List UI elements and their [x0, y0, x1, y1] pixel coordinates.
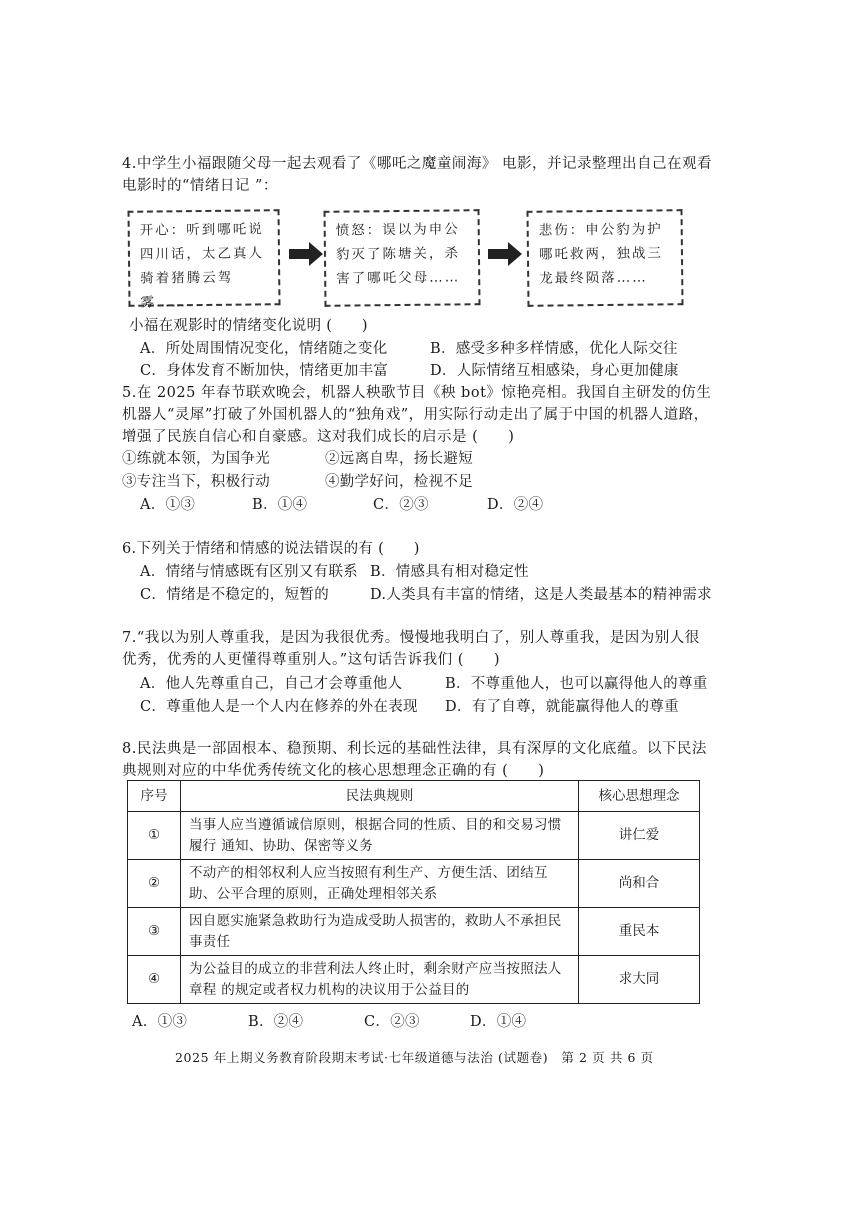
q4-option-b: B．感受多种多样情感，优化人际交往	[430, 341, 678, 357]
q7-stem: 7.“我以为别人尊重我，是因为我很优秀。慢慢地我明白了，别人尊重我，是因为别人很优秀，优秀的人更懂得尊重别人。”这句话告诉我们 ( )	[122, 630, 700, 668]
row-rule: 当事人应当遵循诚信原则，根据合同的性质、目的和交易习惯履行 通知、协助、保密等义务	[181, 812, 579, 860]
q8-option-d: D．①④	[470, 1014, 527, 1030]
row-rule: 因自愿实施紧急救助行为造成受助人损害的，救助人不承担民事责任	[181, 908, 579, 956]
row-number: ④	[128, 956, 181, 1004]
q5-item-4: ④勤学好问，检视不足	[325, 474, 473, 490]
q4-option-d: D．人际情绪互相感染，身心更加健康	[430, 363, 679, 379]
page-footer: 2025 年上期义务教育阶段期末考试·七年级道德与法治 (试题卷) 第 2 页 共 6 页	[175, 1050, 654, 1065]
q5-item-3: ③专注当下，积极行动	[122, 474, 270, 490]
q7-option-c: C．尊重他人是一个人内在修养的外在表现	[140, 699, 418, 715]
q7-option-b: B．不尊重他人，也可以赢得他人的尊重	[445, 676, 708, 692]
table-row	[128, 812, 700, 860]
q6-option-b: B．情感具有相对稳定性	[370, 564, 529, 580]
table-row	[128, 956, 700, 1004]
row-core-idea: 尚和合	[579, 860, 700, 908]
arrow-right-icon	[488, 242, 522, 266]
q5-option-d: D．②④	[487, 497, 544, 513]
angry-emotion-box: 愤怒：误以为申公豹灭了陈塘关，杀害了哪吒父母……	[324, 209, 481, 307]
q4-option-a: A．所处周围情况变化，情绪随之变化	[140, 341, 388, 357]
q5-option-a: A．①③	[140, 497, 196, 513]
q6-option-c: C．情绪是不稳定的，短暂的	[140, 587, 329, 603]
q6-stem: 6.下列关于情绪和情感的说法错误的有 ( )	[122, 541, 420, 557]
q6-option-a: A．情绪与情感既有区别又有联系	[140, 564, 358, 580]
row-number: ③	[128, 908, 181, 956]
q4-question: 小福在观影时的情绪变化说明 ( )	[129, 318, 368, 334]
q8-option-c: C．②③	[364, 1014, 420, 1030]
q5-option-c: C．②③	[373, 497, 429, 513]
q8-option-a: A．①③	[132, 1014, 188, 1030]
row-core-idea: 讲仁爱	[579, 812, 700, 860]
row-core-idea: 重民本	[579, 908, 700, 956]
q4-option-c: C．身体发育不断加快，情绪更加丰富	[140, 363, 389, 379]
sad-emotion-box: 悲伤：申公豹为护哪吒救两，独战三龙最终陨落……	[527, 209, 684, 307]
q7-option-d: D．有了自尊，就能赢得他人的尊重	[445, 699, 679, 715]
happy-emotion-box: 开心：听到哪吒说四川话，太乙真人骑着猪腾云驾雾……	[128, 209, 281, 307]
q4-stem: 4.中学生小福跟随父母一起去观看了《哪吒之魔童闹海》 电影，并记录整理出自己在观看电影时的“情绪日记 ”：	[122, 156, 712, 194]
table-header-row	[128, 781, 700, 812]
header-core-idea: 核心思想理念	[579, 781, 700, 812]
row-rule: 为公益目的成立的非营利法人终止时，剩余财产应当按照法人章程 的规定或者权力机构的决议用于公益目的	[181, 956, 579, 1004]
q6-option-d: D.人类具有丰富的情绪，这是人类最基本的精神需求	[370, 587, 712, 603]
civil-code-table	[127, 780, 700, 1004]
header-rule: 民法典规则	[181, 781, 579, 812]
row-number: ①	[128, 812, 181, 860]
row-rule: 不动产的相邻权利人应当按照有利生产、方便生活、团结互助、公平合理的原则，正确处理相邻关系	[181, 860, 579, 908]
header-number: 序号	[128, 781, 181, 812]
table-row	[128, 860, 700, 908]
table-row	[128, 908, 700, 956]
q8-stem: 8.民法典是一部固根本、稳预期、利长远的基础性法律，具有深厚的文化底蕴。以下民法典规则对应的中华优秀传统文化的核心思想理念正确的有 ( )	[122, 741, 707, 779]
arrow-right-icon	[289, 242, 323, 266]
q7-option-a: A．他人先尊重自己，自己才会尊重他人	[140, 676, 403, 692]
q5-stem: 5.在 2025 年春节联欢晚会，机器人秧歌节目《秧 bot》惊艳亮相。我国自主研发的仿生机器人“灵犀”打破了外国机器人的“独角戏”，用实际行动走出了属于中国的机器人道路，增强了民族自信心和自豪感。这对我们成长的启示是 ( )	[122, 385, 712, 445]
row-core-idea: 求大同	[579, 956, 700, 1004]
q5-option-b: B．①④	[252, 497, 308, 513]
q5-item-2: ②远离自卑，扬长避短	[325, 451, 473, 467]
row-number: ②	[128, 860, 181, 908]
q5-item-1: ①练就本领，为国争光	[122, 451, 270, 467]
q8-option-b: B．②④	[248, 1014, 304, 1030]
